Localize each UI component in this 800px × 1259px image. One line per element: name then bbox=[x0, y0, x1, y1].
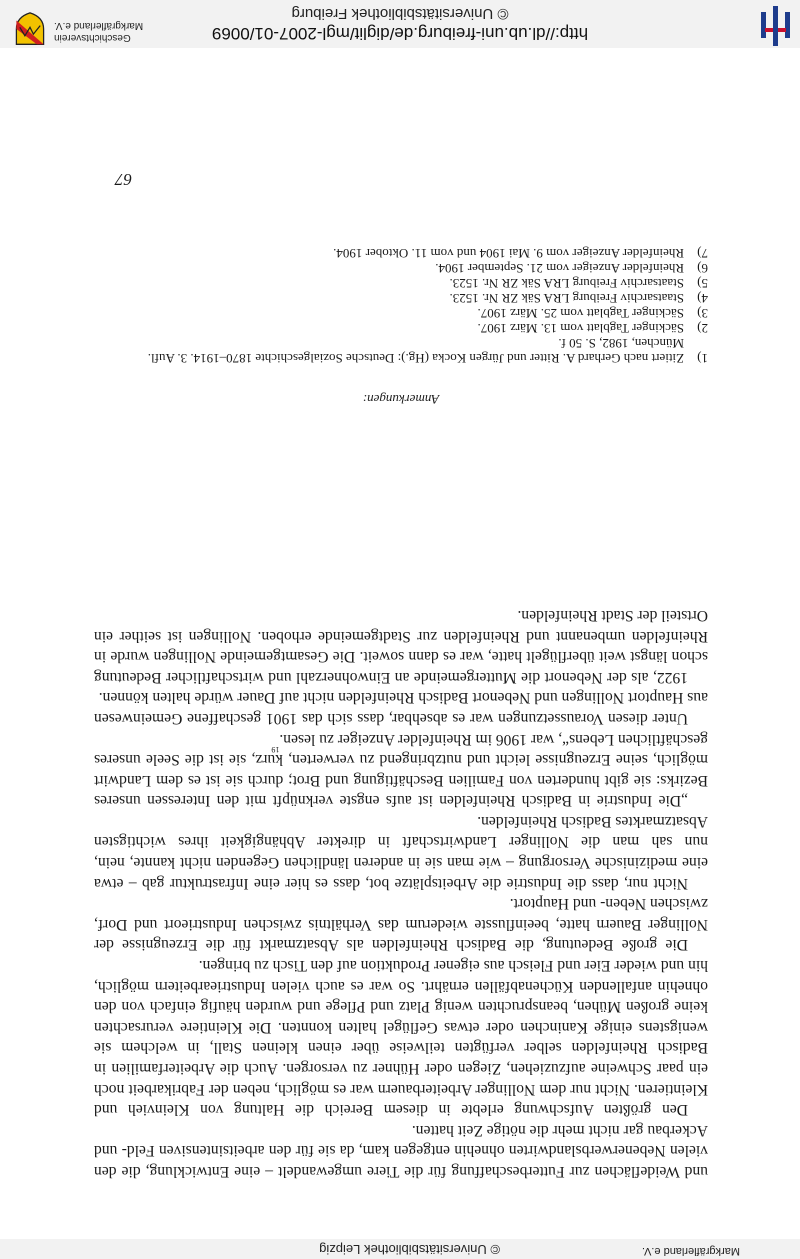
footer-copyright: © Universitätsbibliothek Freiburg bbox=[291, 5, 509, 22]
paragraph-5 bbox=[94, 728, 708, 810]
paragraph-6: Unter diesen Voraussetzungen war es absehbar, dass sich das 1901 geschaffene Gemeinwesen aus Hauptort Nollingen und Nebenort Badisch Rheinfelden nicht auf Dauer würde halten können. bbox=[94, 689, 708, 727]
paragraph-3: Die große Bedeutung, die Badisch Rheinfelden als Absatzmarkt für die Erzeugnisse der Nollinger Bauern hatte, beeinflusste wiederum das Verhältnis zwischen Industrieort und Dorf, zwischen Neben- und Hauptort. bbox=[94, 895, 708, 954]
note-text: Rheinfelder Anzeiger vom 9. Mai 1904 und vom 11. Oktober 1904. bbox=[333, 246, 684, 261]
paragraph-4: Nicht nur, dass die Industrie die Arbeitsplätze bot, dass es hier eine Infrastruktur gab – etwa eine medizinische Versorgung – wie man sie in anderen ländlichen Gegenden nicht kannte, nein, nun sah man die Nollinger Landwirtschaft in direkter Abhängigkeit ihres wichtigsten Absatzmarktes Badisch Rheinfelden. bbox=[94, 812, 708, 892]
note-number: 7) bbox=[697, 246, 708, 261]
note-item bbox=[94, 291, 708, 306]
quote-text: „Die Industrie in Badisch Rheinfelden ist aufs engste verknüpft mit den Interessen unseres Bezirks: sie gibt hunderten von Familien Beschäftigung und Brot; durch sie ist es dem Landwirt möglich, seine Erzeugnisse leicht und nutzbringend zu verwerten, kurz, sie ist die Seele unseres geschäftlichen Lebens“, war 1906 im Rheinfelder Anzeiger zu lesen. bbox=[94, 730, 708, 810]
note-item bbox=[94, 306, 708, 321]
paragraph-1: und Weideflächen zur Futterbeschaffung für die Tiere umgewandelt – eine Entwicklung, die den vielen Nebenerwerbslandwirten ohnehin entgegen kam, da sie für den arbeitsintensiven Feld- und Ackerbau gar nicht mehr die nötige Zeit hatten. bbox=[94, 1121, 708, 1180]
note-number: 1) bbox=[697, 351, 708, 366]
society-crest-icon bbox=[12, 12, 48, 46]
note-text: Säckinger Tagblatt vom 13. März 1907. bbox=[477, 321, 684, 336]
page-number: 67 bbox=[115, 170, 132, 189]
footer-url[interactable]: http://dl.ub.uni-freiburg.de/diglit/mgl-2007-01/0069 bbox=[211, 24, 589, 43]
note-number: 3) bbox=[697, 306, 708, 321]
society-line-1: Geschichtsverein bbox=[54, 32, 131, 43]
note-item bbox=[94, 336, 708, 366]
note-item bbox=[94, 261, 708, 276]
paragraph-7: 1922, als der Nebenort die Muttergemeinde an Einwohnerzahl und wirtschaftlicher Bedeutung schon längst weit überflügelt hatte, war es dann soweit. Die Gesamtgemeinde Nollingen wurde in Rheinfelden umbenannt und Rheinfelden zur Stadtgemeinde erhoben. Nollingen ist seither ein Ortsteil der Stadt Rheinfelden. bbox=[94, 606, 708, 686]
footnote-marker: 19 bbox=[271, 744, 280, 754]
header-strip bbox=[0, 1239, 800, 1259]
note-text: Säckinger Tagblatt vom 25. März 1907. bbox=[477, 306, 684, 321]
society-label bbox=[54, 19, 188, 43]
ub-logo-icon bbox=[760, 6, 790, 46]
note-number: 6) bbox=[697, 261, 708, 276]
note-text: Staatsarchiv Freiburg LRA Säk ZR Nr. 1523. bbox=[449, 276, 684, 291]
notes-list bbox=[94, 246, 708, 366]
note-text: Rheinfelder Anzeiger vom 21. September 1904. bbox=[435, 261, 684, 276]
header-copyright: © Universitätsbibliothek Leipzig bbox=[319, 1242, 500, 1257]
society-line-2: Markgräflerland e.V. bbox=[54, 20, 144, 31]
body-text bbox=[94, 604, 708, 1181]
paragraph-2: Den größten Aufschwung erlebte in diesem Bereich die Haltung von Kleinvieh und Kleintieren. Nicht nur dem Nollinger Arbeiterbauern war es möglich, neben der Fabrikarbeit noch ein paar Schweine aufzuziehen, Ziegen oder Hühner zu versorgen. Auch die Arbeiterfamilien in Badisch Rheinfelden selber verfügten teilweise über einen kleinen Stall, in welchem sie wenigstens einige Kaninchen oder etwas Geflügel halten konnten. Die Kleintiere verursachten keine großen Mühen, beanspruchten wenig Platz und Pflege und wurden häufig einfach von den ohnehin anfallenden Küchenabfällen ernährt. So war es auch vielen Industriearbeitern möglich, hin und wieder Eier und Fleisch aus eigener Produktion auf den Tisch zu bringen. bbox=[94, 957, 708, 1119]
note-number: 2) bbox=[697, 321, 708, 336]
notes-title: Anmerkungen: bbox=[362, 392, 440, 407]
note-item bbox=[94, 276, 708, 291]
note-item bbox=[94, 246, 708, 261]
note-text: Zitiert nach Gerhard A. Ritter und Jürgen Kocka (Hg.): Deutsche Sozialgeschichte 1870–1914. 3. Aufl. München, 1982, S. 50 f. bbox=[147, 336, 684, 366]
header-society: Markgräflerland e.V. bbox=[641, 1245, 740, 1257]
note-text: Staatsarchiv Freiburg LRA Säk ZR Nr. 1523. bbox=[449, 291, 684, 306]
note-number: 4) bbox=[697, 291, 708, 306]
note-item bbox=[94, 321, 708, 336]
note-number: 5) bbox=[697, 276, 708, 291]
